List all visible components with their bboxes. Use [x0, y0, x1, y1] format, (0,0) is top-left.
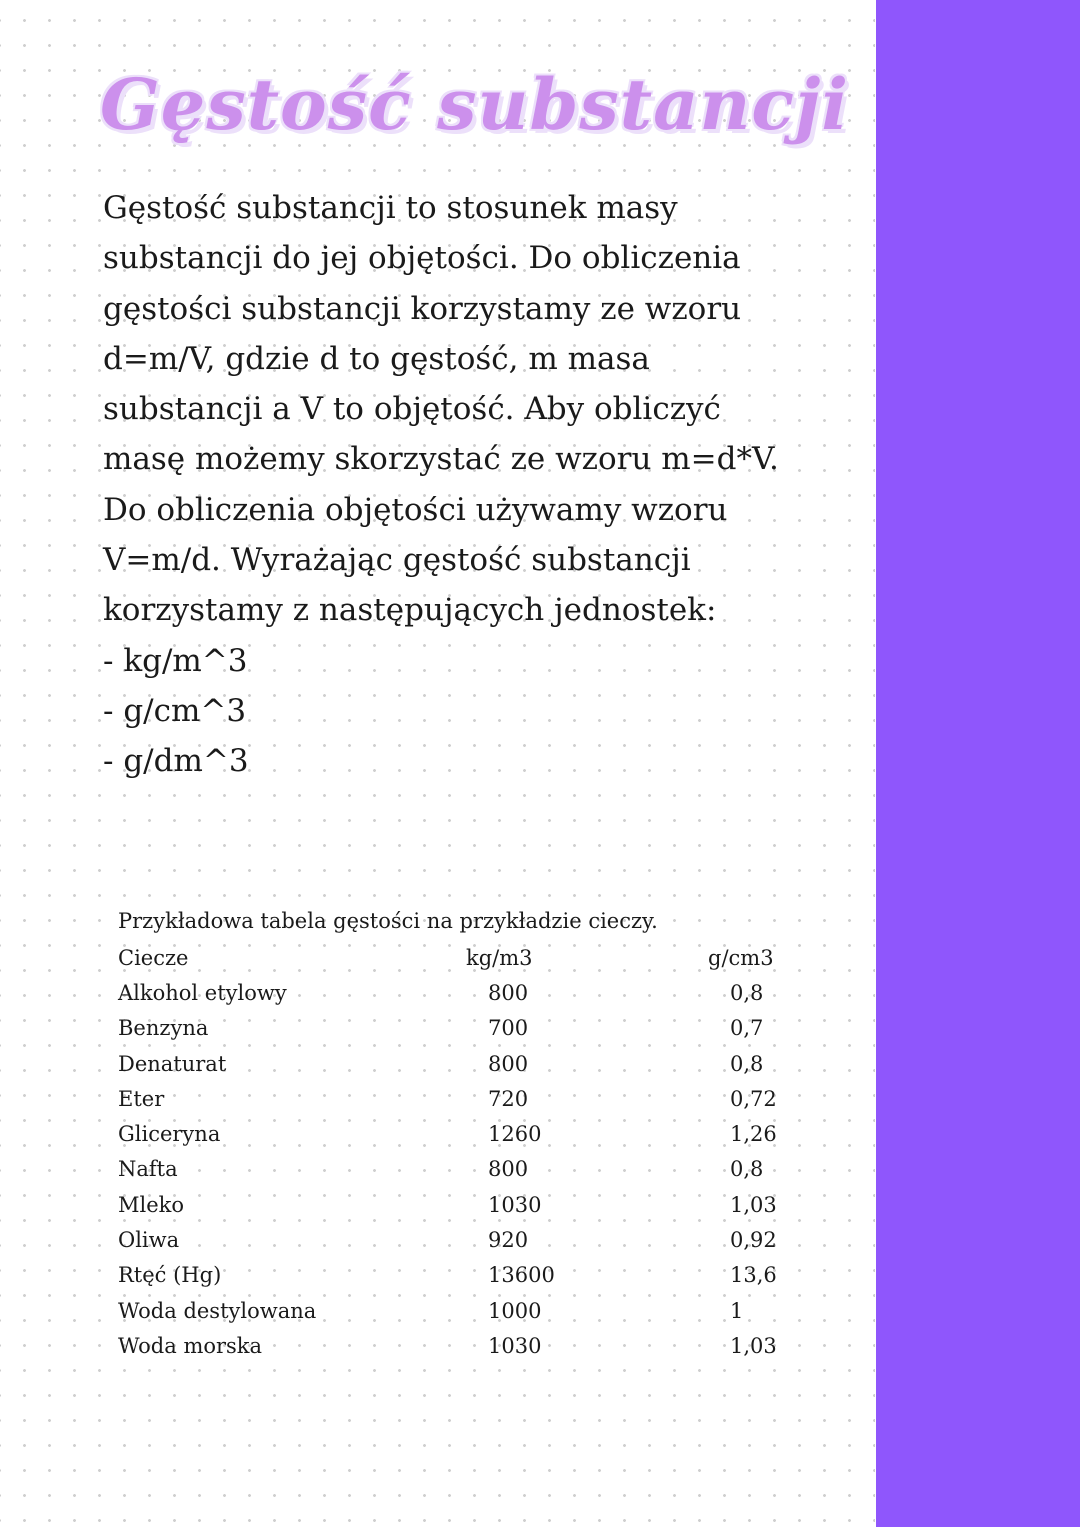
cell-liquid-name: Woda morska: [118, 1333, 263, 1358]
cell-density-kg-m3: 1260: [488, 1122, 542, 1147]
cell-density-kg-m3: 1030: [488, 1192, 542, 1217]
unit-item: - g/cm^3: [103, 692, 247, 729]
table-row: [110, 1011, 818, 1046]
cell-density-g-cm3: 0,72: [730, 1086, 777, 1111]
cell-liquid-name: Oliwa: [118, 1228, 180, 1253]
header-liquids: Ciecze: [118, 945, 189, 970]
cell-density-g-cm3: 13,6: [730, 1263, 777, 1288]
table-row: [110, 1187, 818, 1222]
cell-liquid-name: Benzyna: [118, 1016, 209, 1041]
cell-density-g-cm3: 0,8: [730, 1051, 764, 1076]
header-g-cm3: g/cm3: [708, 945, 774, 970]
cell-density-kg-m3: 1030: [488, 1333, 542, 1358]
table-row: [110, 975, 818, 1010]
cell-density-g-cm3: 1,26: [730, 1122, 777, 1147]
cell-density-g-cm3: 1,03: [730, 1192, 777, 1217]
cell-liquid-name: Rtęć (Hg): [118, 1263, 222, 1288]
cell-density-kg-m3: 700: [488, 1016, 529, 1041]
table-row: [110, 1116, 818, 1151]
cell-density-g-cm3: 1: [730, 1298, 744, 1323]
cell-density-kg-m3: 920: [488, 1228, 529, 1253]
cell-liquid-name: Eter: [118, 1086, 165, 1111]
cell-liquid-name: Gliceryna: [118, 1122, 221, 1147]
cell-density-kg-m3: 800: [488, 1051, 529, 1076]
cell-liquid-name: Mleko: [118, 1192, 185, 1217]
table-row: [110, 1222, 818, 1257]
density-table: [110, 940, 818, 1364]
cell-liquid-name: Woda destylowana: [118, 1298, 317, 1323]
table-body: [110, 975, 818, 1363]
cell-liquid-name: Nafta: [118, 1157, 178, 1182]
cell-density-g-cm3: 0,92: [730, 1228, 777, 1253]
table-row: [110, 1081, 818, 1116]
cell-density-kg-m3: 13600: [488, 1263, 555, 1288]
cell-density-kg-m3: 800: [488, 980, 529, 1005]
table-caption: Przykładowa tabela gęstości na przykładzie cieczy.: [118, 909, 658, 933]
table-row: [110, 1293, 818, 1328]
table-row: [110, 1152, 818, 1187]
cell-liquid-name: Alkohol etylowy: [118, 980, 287, 1005]
cell-density-g-cm3: 1,03: [730, 1333, 777, 1358]
intro-paragraph: Gęstość substancji to stosunek masy substancji do jej objętości. Do obliczenia gęstości substancji korzystamy ze wzoru d=m/V, gdzie d to gęstość, m masa substancji a V to objętość. Aby obliczyć masę możemy skorzystać ze wzoru m=d*V. Do obliczenia objętości używamy wzoru V=m/d. Wyrażając gęstość substancji korzystamy z następujących jednostek:: [103, 190, 779, 629]
cell-density-g-cm3: 0,8: [730, 980, 764, 1005]
units-list: [103, 636, 803, 787]
table-row: [110, 1328, 818, 1363]
cell-density-kg-m3: 720: [488, 1086, 529, 1111]
page-title: Gęstość substancji: [100, 63, 849, 146]
table-row: [110, 1046, 818, 1081]
table-row: [110, 1258, 818, 1293]
cell-liquid-name: Denaturat: [118, 1051, 227, 1076]
cell-density-g-cm3: 0,7: [730, 1016, 764, 1041]
cell-density-g-cm3: 0,8: [730, 1157, 764, 1182]
cell-density-kg-m3: 800: [488, 1157, 529, 1182]
unit-item: - kg/m^3: [103, 642, 248, 679]
header-kg-m3: kg/m3: [466, 945, 533, 970]
table-header-row: [110, 940, 818, 975]
cell-density-kg-m3: 1000: [488, 1298, 542, 1323]
accent-side-bar: [876, 0, 1080, 1527]
intro-section: [103, 183, 803, 787]
unit-item: - g/dm^3: [103, 743, 249, 780]
